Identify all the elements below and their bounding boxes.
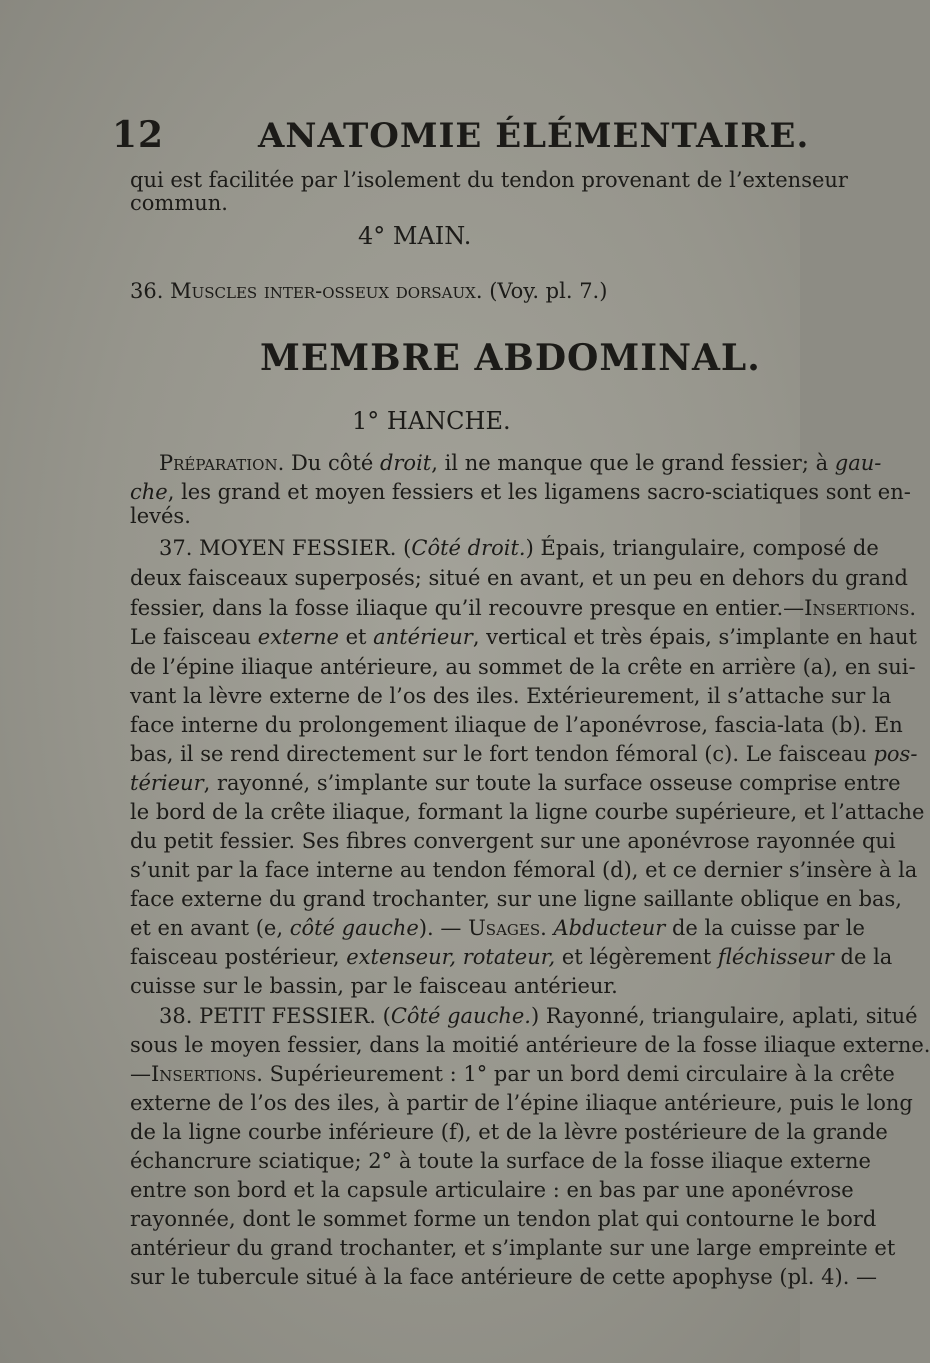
side-note: Côté droit.: [411, 536, 526, 560]
item-text: et légèrement: [561, 945, 712, 969]
item-text: fessier, dans la fosse iliaque qu’il recouvre presque en entier.—: [130, 596, 805, 620]
paren: (: [382, 1004, 391, 1028]
insertions-label: Insertions.: [804, 596, 917, 620]
item-title: Muscles inter-osseux dorsaux.: [170, 279, 483, 303]
item-37-line-9: [130, 768, 901, 798]
item-37-line-11: du petit fessier. Ses fibres convergent sur une aponévrose rayonnée qui: [130, 829, 896, 853]
usages-label: Usages.: [468, 916, 547, 940]
item-38-line-3: [130, 1059, 895, 1089]
item-38-line-2: sous le moyen fessier, dans la moitié antérieure de la fosse iliaque externe.: [130, 1033, 930, 1057]
preparation-emphasis: gau-: [834, 451, 882, 475]
item-37-heading-line: [159, 533, 879, 563]
item-emphasis: térieur: [130, 771, 204, 795]
preparation-text: , les grand et moyen fessiers et les ligamens sacro-sciatiques sont en-: [167, 480, 911, 504]
item-title: PETIT FESSIER.: [199, 1004, 376, 1028]
item-text: Supérieurement : 1° par un bord demi circulaire à la crête: [269, 1062, 895, 1086]
item-text: , vertical et très épais, s’implante en haut: [472, 625, 917, 649]
item-emphasis: antérieur: [373, 625, 473, 649]
item-37-line-15: [130, 942, 892, 972]
item-emphasis: externe: [257, 625, 339, 649]
item-emphasis: pos-: [873, 742, 918, 766]
item-36: [130, 276, 607, 306]
preparation-label: Préparation.: [159, 451, 285, 475]
item-37-line-8: [130, 739, 917, 769]
preparation-text: Du côté: [290, 451, 374, 475]
item-emphasis: fléchisseur: [717, 945, 834, 969]
item-38-line-8: rayonnée, dont le sommet forme un tendon plat qui contourne le bord: [130, 1207, 877, 1231]
plate-reference: (Voy. pl. 7.): [489, 279, 608, 303]
item-text: , rayonné, s’implante sur toute la surface osseuse comprise entre: [203, 771, 901, 795]
item-text: faisceau postérieur,: [130, 945, 340, 969]
item-37-line-6: vant la lèvre externe de l’os des iles. Extérieurement, il s’attache sur la: [130, 684, 892, 708]
item-38-line-6: échancrure sciatique; 2° à toute la surface de la fosse iliaque externe: [130, 1149, 871, 1173]
preparation-emphasis: che: [130, 480, 168, 504]
item-number: 37.: [159, 536, 193, 560]
item-37-line-5: de l’épine iliaque antérieure, au sommet de la crête en arrière (a), en sui-: [130, 655, 916, 679]
preparation-line-3: levés.: [130, 504, 191, 528]
side-note: Côté gauche.: [390, 1004, 531, 1028]
running-title: ANATOMIE ÉLÉMENTAIRE.: [258, 116, 810, 156]
item-37-line-4: [130, 622, 917, 652]
item-37-line-7: face interne du prolongement iliaque de l’aponévrose, fascia-lata (b). En: [130, 713, 903, 737]
item-37-line-12: s’unit par la face interne au tendon fémoral (d), et ce dernier s’insère à la: [130, 858, 918, 882]
item-text: de la cuisse par le: [671, 916, 865, 940]
paren: (: [403, 536, 412, 560]
item-37-line-13: face externe du grand trochanter, sur une ligne saillante oblique en bas,: [130, 887, 902, 911]
item-text: Rayonné, triangulaire, aplati, situé: [545, 1004, 918, 1028]
item-38-line-7: entre son bord et la capsule articulaire : en bas par une aponévrose: [130, 1178, 854, 1202]
item-text: Épais, triangulaire, composé de: [540, 536, 879, 560]
preparation-text: , il ne manque que le grand fessier; à: [431, 451, 829, 475]
item-emphasis: Abducteur: [553, 916, 666, 940]
page-number: 12: [112, 114, 165, 156]
item-37-line-10: le bord de la crête iliaque, formant la ligne courbe supérieure, et l’attache: [130, 800, 925, 824]
item-number: 36.: [130, 279, 164, 303]
paren: ): [530, 1004, 540, 1028]
item-text: bas, il se rend directement sur le fort tendon fémoral (c). Le faisceau: [130, 742, 867, 766]
item-37-line-3: [130, 593, 916, 623]
item-37-line-14: [130, 913, 865, 943]
item-text: Le faisceau: [130, 625, 252, 649]
item-number: 38.: [159, 1004, 193, 1028]
section-heading-main: 4° MAIN.: [358, 222, 472, 250]
part-title: MEMBRE ABDOMINAL.: [260, 337, 761, 379]
section-heading-hanche: 1° HANCHE.: [352, 407, 511, 435]
item-text: ). —: [418, 916, 462, 940]
item-38-line-10: sur le tubercule situé à la face antérieure de cette apophyse (pl. 4). —: [130, 1265, 878, 1289]
item-38-line-9: antérieur du grand trochanter, et s’implante sur une large empreinte et: [130, 1236, 896, 1260]
paren: ): [525, 536, 534, 560]
page-header: [112, 110, 810, 160]
item-37-line-2: deux faisceaux superposés; situé en avant, et un peu en dehors du grand: [130, 566, 908, 590]
item-title: MOYEN FESSIER.: [199, 536, 397, 560]
item-text: de la: [840, 945, 893, 969]
preparation-line-1: [159, 448, 881, 478]
intro-line-1: qui est facilitée par l’isolement du tendon provenant de l’extenseur: [130, 168, 848, 192]
dash: —: [130, 1062, 151, 1086]
intro-line-2: commun.: [130, 191, 228, 215]
preparation-line-2: [130, 477, 911, 507]
item-text: et en avant (e,: [130, 916, 284, 940]
item-emphasis: extenseur, rotateur,: [346, 945, 556, 969]
preparation-emphasis: droit: [379, 451, 432, 475]
item-38-line-4: externe de l’os des iles, à partir de l’épine iliaque antérieure, puis le long: [130, 1091, 913, 1115]
item-37-line-16: cuisse sur le bassin, par le faisceau antérieur.: [130, 974, 618, 998]
insertions-label: Insertions.: [151, 1062, 263, 1086]
item-emphasis: côté gauche: [289, 916, 419, 940]
item-38-line-5: de la ligne courbe inférieure (f), et de la lèvre postérieure de la grande: [130, 1120, 888, 1144]
item-38-heading-line: [159, 1001, 918, 1031]
item-text: et: [345, 625, 367, 649]
